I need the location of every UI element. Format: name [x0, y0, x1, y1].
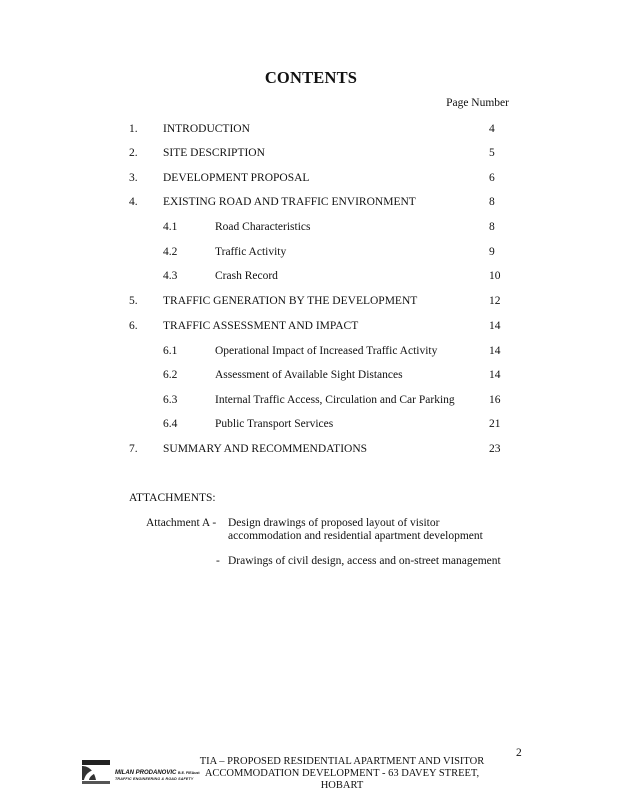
toc-page: 21: [489, 418, 501, 430]
logo-suffix: B.E. FIEAust: [178, 771, 200, 775]
toc-number: 7.: [129, 443, 138, 455]
toc-page: 14: [489, 320, 501, 332]
toc-row[interactable]: [0, 295, 622, 311]
toc-label: SUMMARY AND RECOMMENDATIONS: [163, 443, 368, 455]
toc-page: 10: [489, 270, 501, 282]
document-footer: [192, 756, 492, 792]
toc-number: 5.: [129, 295, 138, 307]
toc-page: 5: [489, 147, 495, 159]
toc-row[interactable]: [0, 123, 622, 139]
toc-sublabel: Road Characteristics: [215, 221, 311, 233]
attachment-line: Design drawings of proposed layout of visitor: [228, 517, 440, 529]
toc-subnumber: 4.3: [163, 270, 178, 282]
toc-subnumber: 6.4: [163, 418, 178, 430]
toc-row[interactable]: [0, 172, 622, 188]
toc-label: SITE DESCRIPTION: [163, 147, 265, 159]
logo-subtitle: TRAFFIC ENGINEERING & ROAD SAFETY: [115, 777, 194, 781]
attachment-line: accommodation and residential apartment development: [228, 530, 483, 542]
toc-page: 16: [489, 394, 501, 406]
toc-sublabel: Internal Traffic Access, Circulation and Car Parking: [215, 394, 455, 406]
toc-sublabel: Operational Impact of Increased Traffic Activity: [215, 345, 438, 357]
toc-subnumber: 6.3: [163, 394, 178, 406]
toc-label: DEVELOPMENT PROPOSAL: [163, 172, 310, 184]
page-title: CONTENTS: [264, 68, 358, 87]
toc-row[interactable]: [0, 443, 622, 459]
toc-page: 12: [489, 295, 501, 307]
logo-name: MILAN PRODANOVIC: [115, 770, 177, 776]
toc-label: INTRODUCTION: [163, 123, 250, 135]
toc-sublabel: Crash Record: [215, 270, 278, 282]
toc-number: 2.: [129, 147, 138, 159]
toc-label: TRAFFIC ASSESSMENT AND IMPACT: [163, 320, 359, 332]
toc-number: 6.: [129, 320, 138, 332]
toc-subnumber: 4.2: [163, 246, 178, 258]
toc-sublabel: Traffic Activity: [215, 246, 287, 258]
toc-subrow[interactable]: [0, 345, 622, 361]
toc-subrow[interactable]: [0, 369, 622, 385]
toc-page: 23: [489, 443, 501, 455]
toc-page: 8: [489, 196, 495, 208]
page-number-heading: Page Number: [446, 97, 509, 109]
toc-row[interactable]: [0, 196, 622, 212]
attachments-heading: ATTACHMENTS:: [129, 492, 216, 504]
attachment-dash: -: [216, 555, 220, 567]
toc-page: 14: [489, 369, 501, 381]
toc-sublabel: Public Transport Services: [215, 418, 334, 430]
toc-subrow[interactable]: [0, 221, 622, 237]
logo-wordmark: [115, 770, 200, 782]
toc-row[interactable]: [0, 147, 622, 163]
toc-row[interactable]: [0, 320, 622, 336]
toc-label: TRAFFIC GENERATION BY THE DEVELOPMENT: [163, 295, 418, 307]
toc-number: 3.: [129, 172, 138, 184]
toc-label: EXISTING ROAD AND TRAFFIC ENVIRONMENT: [163, 196, 416, 208]
toc-subnumber: 6.1: [163, 345, 178, 357]
footer-line: TIA – PROPOSED RESIDENTIAL APARTMENT AND VISITOR: [199, 756, 485, 767]
toc-page: 14: [489, 345, 501, 357]
toc-page: 6: [489, 172, 495, 184]
attachment-label: Attachment A -: [146, 517, 217, 529]
toc-page: 8: [489, 221, 495, 233]
toc-subrow[interactable]: [0, 418, 622, 434]
page-number: 2: [516, 747, 522, 759]
toc-sublabel: Assessment of Available Sight Distances: [215, 369, 403, 381]
toc-subrow[interactable]: [0, 246, 622, 262]
toc-subrow[interactable]: [0, 394, 622, 410]
footer-line: ACCOMMODATION DEVELOPMENT - 63 DAVEY STREET, HOBART: [204, 768, 480, 791]
toc-page: 9: [489, 246, 495, 258]
toc-subrow[interactable]: [0, 270, 622, 286]
toc-page: 4: [489, 123, 495, 135]
attachment-line: Drawings of civil design, access and on-street management: [228, 555, 501, 567]
toc-number: 1.: [129, 123, 138, 135]
toc-number: 4.: [129, 196, 138, 208]
toc-subnumber: 6.2: [163, 369, 178, 381]
toc-subnumber: 4.1: [163, 221, 178, 233]
